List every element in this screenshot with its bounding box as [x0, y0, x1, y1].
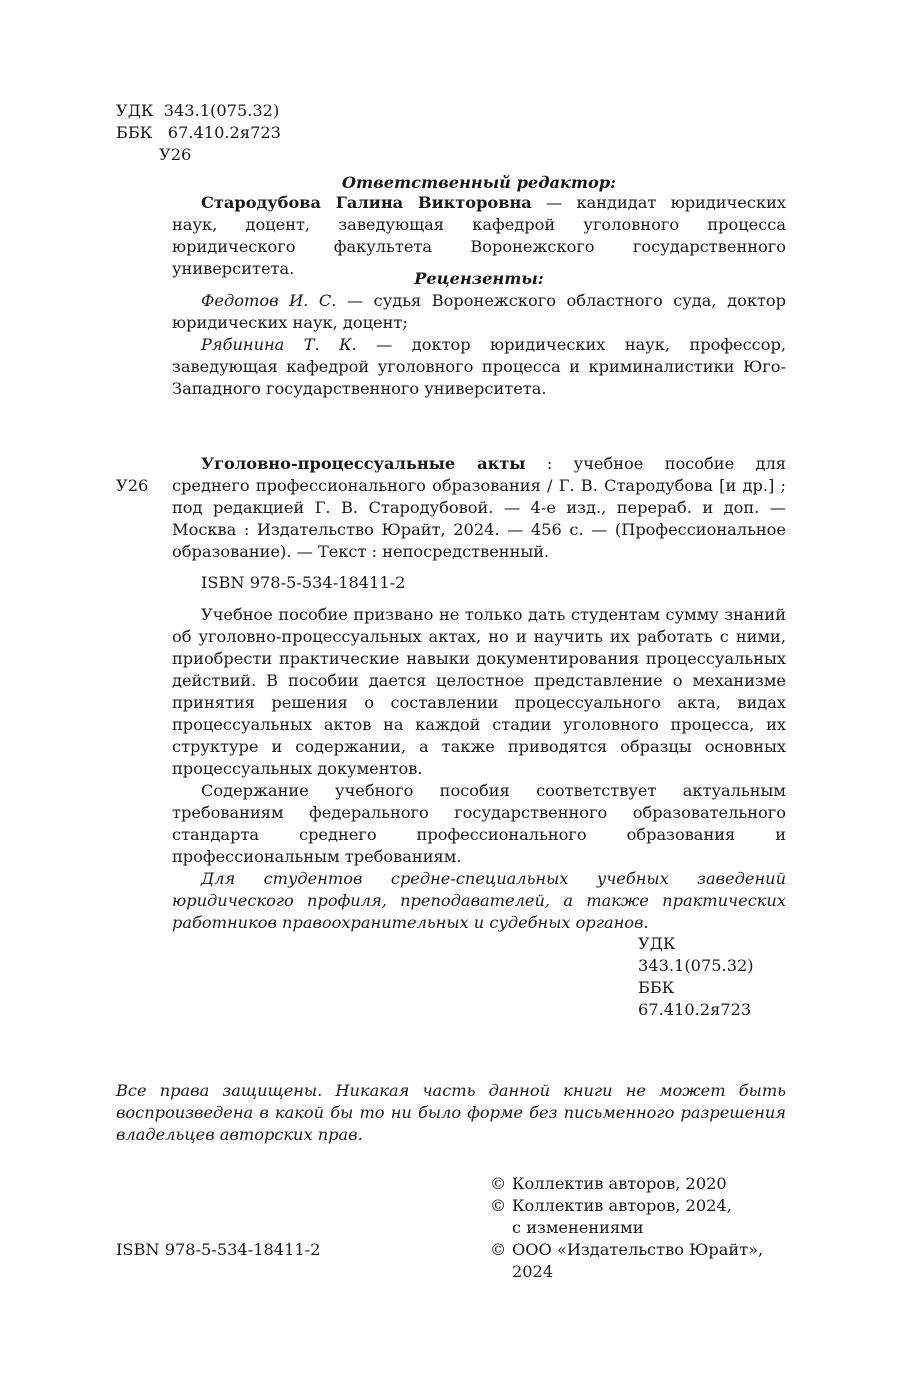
bibliography-text: : учебное пособие для среднего профессионального образования / Г. В. Стародубова [и др.] ; под редакцией Г. В. Стародубовой. — 4-е изд., перераб. и доп. — Москва : Издательство Юрайт, 2024. — 456 с. — (Профессиональное образование). — Текст : непосредственный.: [172, 454, 786, 561]
copyright-1: [490, 1173, 790, 1195]
annotation-p3: Для студентов средне-специальных учебных заведений юридического профиля, преподавателей, а также практических работников правоохранительных и судебных органов.: [172, 869, 786, 932]
udk-line: [116, 100, 316, 122]
bibliography-isbn: ISBN 978-5-534-18411-2: [201, 573, 406, 592]
bibliography-block: [172, 453, 786, 563]
editor-block: [172, 192, 786, 280]
classification-bbk: ББК 67.410.2я723: [638, 978, 752, 1019]
udk-value: 343.1(075.32): [163, 101, 280, 120]
copyright-2-text: Коллектив авторов, 2024,: [512, 1196, 732, 1215]
reviewer-2-name: Рябинина Т. К.: [201, 335, 357, 354]
copyright-2: [490, 1195, 790, 1217]
footer-isbn: ISBN 978-5-534-18411-2: [116, 1240, 321, 1259]
copyright-3: [490, 1239, 790, 1283]
udk-label: УДК: [116, 101, 154, 120]
author-mark: У26: [159, 145, 192, 164]
reviewer-1-text: — судья Воронежского областного суда, доктор юридических наук, доцент;: [172, 291, 787, 332]
editor-text: — кандидат юридических наук, доцент, заведующая кафедрой уголовного процесса юридического факультета Воронежского государственного университета.: [172, 193, 786, 278]
bbk-label: ББК: [116, 123, 153, 142]
copyright-2-cont: [490, 1217, 790, 1239]
classification-udk: УДК 343.1(075.32): [638, 934, 754, 975]
editor-name: Стародубова Галина Викторовна: [201, 193, 532, 212]
reviewer-1: [172, 290, 786, 334]
bibliography-title: Уголовно-процессуальные акты: [201, 454, 526, 473]
annotation: [172, 604, 786, 934]
reviewer-1-name: Федотов И. С.: [201, 291, 337, 310]
bbk-line: [116, 122, 316, 144]
reviewer-2-text: — доктор юридических наук, профессор, заведующая кафедрой уголовного процесса и криминалистики Юго-Западного государственного университета.: [172, 335, 786, 398]
reviewer-2: [172, 334, 786, 400]
copyright-cont-text: с изменениями: [512, 1218, 644, 1237]
editor-heading: Ответственный редактор:: [341, 173, 617, 192]
copyright-symbol: ©: [490, 1240, 507, 1259]
copyright-1-text: Коллектив авторов, 2020: [512, 1174, 727, 1193]
reviewers-heading: Рецензенты:: [414, 269, 544, 288]
bbk-value: 67.410.2я723: [167, 123, 281, 142]
classification-block: [586, 933, 786, 1021]
bibliography-mark: У26: [116, 476, 149, 495]
annotation-p2: Содержание учебного пособия соответствует актуальным требованиям федерального государственного образовательного стандарта среднего профессионального образования и профессиональным требованиям.: [172, 781, 786, 866]
copyright-block: [490, 1173, 790, 1283]
annotation-p1: Учебное пособие призвано не только дать студентам сумму знаний об уголовно-процессуальных актах, но и научить их работать с ними, приобрести практические навыки документирования процессуальных действий. В пособии дается целостное представление о механизме принятия решения о составлении процессуального акта, видах процессуальных актов на каждой стадии уголовного процесса, их структуре и содержании, а также приводятся образцы основных процессуальных документов.: [172, 605, 786, 778]
header-classification: [116, 100, 316, 166]
copyright-symbol: ©: [490, 1196, 507, 1215]
copyright-symbol: ©: [490, 1174, 507, 1193]
rights-notice: Все права защищены. Никакая часть данной книги не может быть воспроизведена в какой бы то ни было форме без письменного разрешения владельцев авторских прав.: [116, 1081, 786, 1144]
copyright-3-text: ООО «Издательство Юрайт», 2024: [512, 1240, 764, 1281]
